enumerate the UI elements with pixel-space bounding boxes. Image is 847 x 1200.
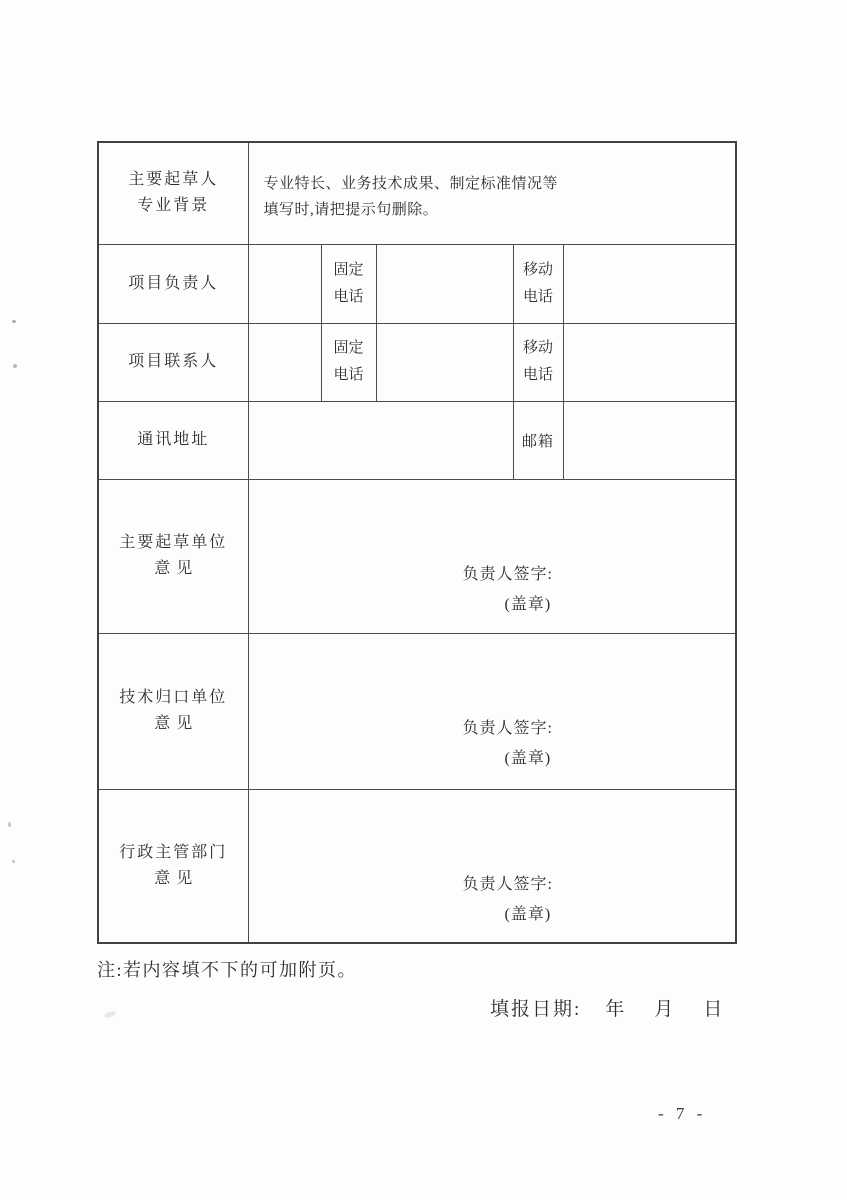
fill-date-line [490, 994, 724, 1021]
application-form-table [97, 141, 737, 944]
fixed-phone-label-line2: 电话 [333, 367, 364, 383]
opinion-label-line2: 意见 [154, 560, 199, 577]
drafter-background-hint-cell [248, 142, 736, 244]
signature-label: 负责人签字: [462, 875, 553, 893]
fill-date-label: 填报日期: [490, 999, 582, 1020]
opinion-label-line1: 行政主管部门 [119, 843, 228, 861]
project-contact-label: 项目联系人 [98, 323, 248, 401]
row-admin-department-opinion [98, 789, 736, 943]
signature-block [463, 714, 553, 774]
attachment-note: 注:若内容填不下的可加附页。 [97, 960, 357, 980]
mobile-phone-label-line1: 移动 [522, 261, 553, 278]
project-leader-fixed-phone-cell [376, 244, 513, 323]
mobile-phone-label-line2: 电话 [522, 367, 553, 383]
year-label: 年 [605, 999, 627, 1020]
project-contact-fixed-phone-cell [376, 323, 513, 401]
scan-speck [104, 1010, 117, 1019]
email-cell [563, 401, 736, 479]
signature-block [463, 560, 553, 620]
admin-department-opinion-label [98, 789, 248, 943]
project-contact-fixed-phone-label [321, 323, 376, 401]
drafter-background-label-line1: 主要起草人 [128, 171, 219, 189]
seal-label: (盖章) [504, 595, 552, 613]
page-number: - 7 - [658, 1104, 707, 1123]
drafter-background-hint-line2: 填写时,请把提示句删除。 [263, 202, 439, 218]
drafting-unit-opinion-cell [248, 479, 736, 633]
project-leader-fixed-phone-label [321, 244, 376, 323]
signature-label: 负责人签字: [462, 565, 553, 583]
project-contact-mobile-phone-cell [563, 323, 736, 401]
signature-label: 负责人签字: [462, 719, 553, 737]
row-technical-unit-opinion [98, 633, 736, 789]
row-drafter-background [98, 142, 736, 244]
project-leader-mobile-phone-cell [563, 244, 736, 323]
technical-unit-opinion-cell [248, 633, 736, 789]
email-label: 邮箱 [513, 401, 563, 479]
fixed-phone-label-line2: 电话 [333, 288, 364, 305]
signature-block [463, 870, 553, 930]
project-leader-mobile-phone-label [513, 244, 563, 323]
scan-speck [13, 364, 17, 368]
month-label: 月 [654, 999, 676, 1020]
row-project-leader [98, 244, 736, 323]
opinion-label-line2: 意见 [154, 869, 199, 887]
drafter-background-label-line2: 专业背景 [137, 197, 210, 215]
row-mailing-address [98, 401, 736, 479]
mailing-address-label: 通讯地址 [98, 401, 248, 479]
drafter-background-label [98, 142, 248, 244]
scan-speck [8, 822, 11, 827]
mobile-phone-label-line1: 移动 [522, 340, 553, 356]
row-drafting-unit-opinion [98, 479, 736, 633]
fixed-phone-label-line1: 固定 [333, 261, 364, 278]
admin-department-opinion-cell [248, 789, 736, 943]
project-leader-name-cell [248, 244, 321, 323]
drafting-unit-opinion-label [98, 479, 248, 633]
seal-label: (盖章) [504, 749, 552, 767]
opinion-label-line1: 主要起草单位 [119, 534, 228, 551]
row-project-contact [98, 323, 736, 401]
opinion-label-line2: 意见 [154, 715, 199, 732]
scan-speck [12, 320, 16, 323]
mobile-phone-label-line2: 电话 [522, 288, 553, 305]
project-contact-mobile-phone-label [513, 323, 563, 401]
project-contact-name-cell [248, 323, 321, 401]
fixed-phone-label-line1: 固定 [333, 340, 364, 356]
technical-unit-opinion-label [98, 633, 248, 789]
project-leader-label: 项目负责人 [98, 244, 248, 323]
opinion-label-line1: 技术归口单位 [119, 689, 228, 706]
day-label: 日 [703, 999, 725, 1020]
scan-speck [12, 860, 15, 863]
mailing-address-cell [248, 401, 513, 479]
seal-label: (盖章) [504, 905, 552, 923]
drafter-background-hint-line1: 专业特长、业务技术成果、制定标准情况等 [263, 176, 559, 192]
